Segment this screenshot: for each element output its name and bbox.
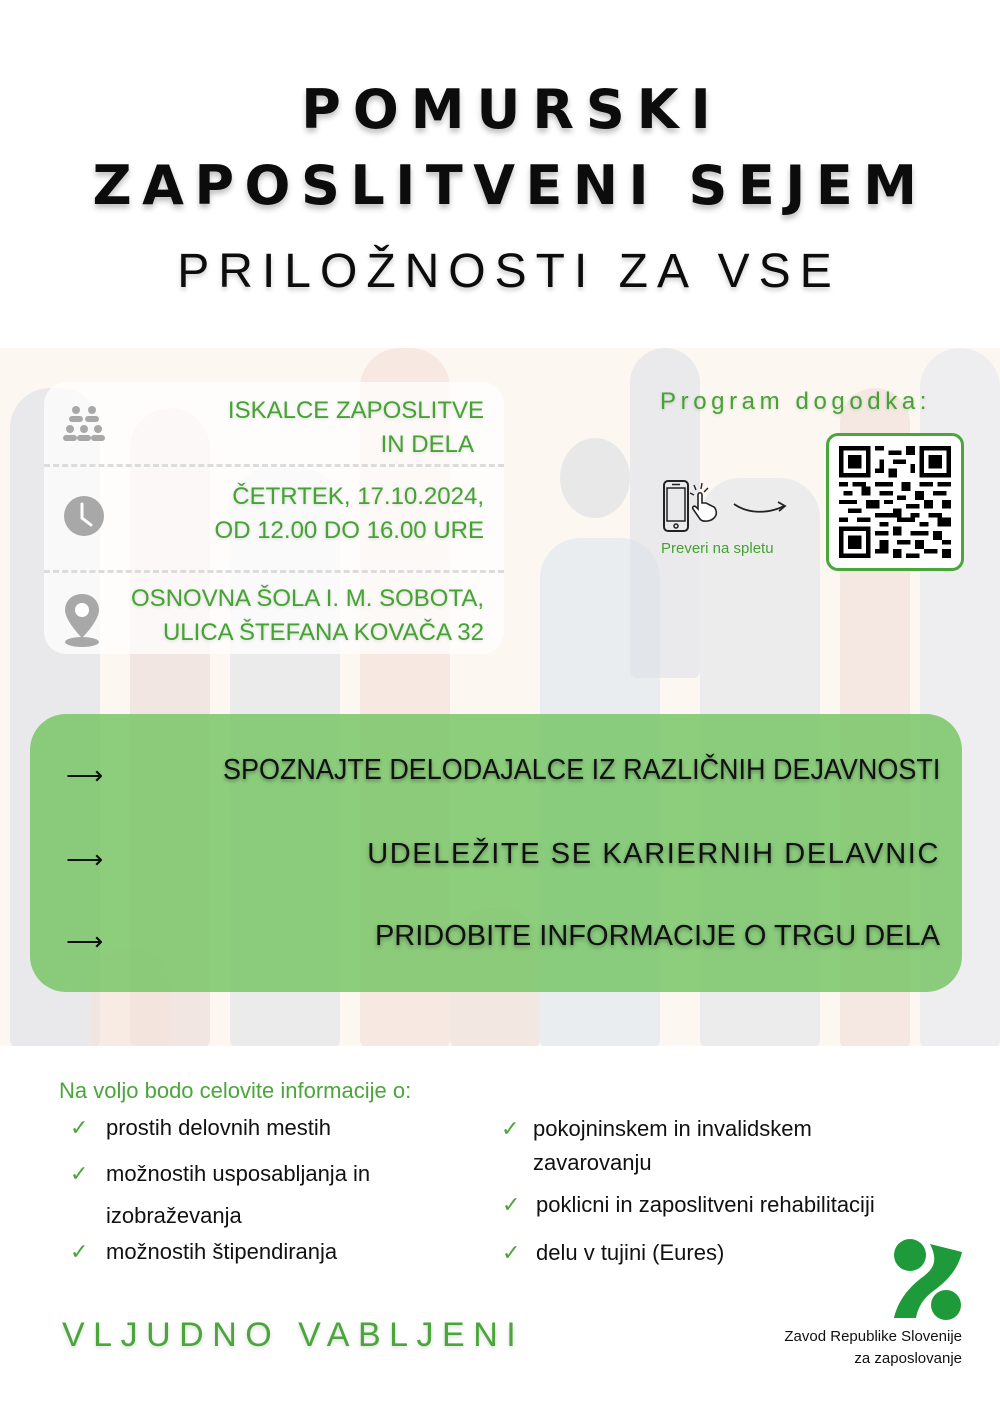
checkmark-icon: ✓ <box>70 1239 89 1264</box>
checkmark-icon: ✓ <box>501 1116 520 1141</box>
organization-name: Zavod Republike Slovenije za zaposlovanje <box>784 1328 962 1367</box>
checkmark-icon: ✓ <box>502 1240 521 1265</box>
arrow-right-icon: ⟶ <box>66 926 104 956</box>
highlight-text: UDELEŽITE SE KARIERNIH DELAVNIC <box>367 838 940 870</box>
audience-line-2: IN DELA <box>380 431 474 458</box>
list-item: ✓ pokojninskem in invalidskem zavarovanju <box>533 1112 812 1180</box>
dashed-divider <box>44 570 504 573</box>
date-line: ČETRTEK, 17.10.2024, <box>232 483 484 510</box>
list-item: ✓ možnostih usposabljanja in izobraževanja <box>106 1153 370 1237</box>
location-line-2: ULICA ŠTEFANA KOVAČA 32 <box>162 619 484 646</box>
list-item: ✓ delu v tujini (Eures) <box>536 1236 724 1270</box>
check-online-hint: Preveri na spletu <box>661 540 774 557</box>
title-line-2: ZAPOSLITVENI SEJEM <box>92 154 928 217</box>
arrow-right-icon: ⟶ <box>66 760 104 790</box>
location-pin-icon <box>62 592 102 648</box>
zrsz-logo-icon <box>892 1238 964 1322</box>
subtitle: PRILOŽNOSTI ZA VSE <box>177 245 841 298</box>
title-line-1: POMURSKI <box>301 78 723 141</box>
checkmark-icon: ✓ <box>70 1161 89 1186</box>
clock-icon <box>62 494 106 538</box>
highlight-item <box>30 920 962 960</box>
datetime-row <box>44 478 504 564</box>
location-line-1: OSNOVNA ŠOLA I. M. SOBOTA, <box>131 585 484 612</box>
audience-row <box>44 390 504 466</box>
checkmark-icon: ✓ <box>70 1115 89 1140</box>
welcome-text: VLJUDNO VABLJENI <box>62 1316 525 1354</box>
list-item: ✓ poklicni in zaposlitveni rehabilitaciji <box>536 1188 875 1222</box>
curved-arrow-icon <box>732 496 790 520</box>
list-item: ✓ prostih delovnih mestih <box>106 1111 331 1145</box>
dashed-divider <box>44 464 504 467</box>
highlight-item <box>30 754 962 794</box>
time-line: OD 12.00 DO 16.00 URE <box>214 517 484 544</box>
audience-line-1: ISKALCE ZAPOSLITVE <box>227 397 484 424</box>
program-label: Program dogodka: <box>660 388 932 415</box>
highlight-item <box>30 838 962 878</box>
phone-tap-icon <box>662 479 726 535</box>
qr-code[interactable] <box>826 433 964 571</box>
highlight-text: SPOZNAJTE DELODAJALCE IZ RAZLIČNIH DEJAVNOSTI <box>222 754 940 786</box>
highlight-text: PRIDOBITE INFORMACIJE O TRGU DELA <box>374 920 940 952</box>
header <box>0 0 1000 348</box>
qr-code-icon <box>839 446 951 558</box>
event-info-card <box>44 382 504 654</box>
checkmark-icon: ✓ <box>502 1192 521 1217</box>
highlights-card <box>30 714 962 992</box>
audience-icon <box>62 404 106 448</box>
arrow-right-icon: ⟶ <box>66 844 104 874</box>
location-row <box>44 580 504 654</box>
list-item: ✓ možnostih štipendiranja <box>106 1235 337 1269</box>
info-list-heading: Na voljo bodo celovite informacije o: <box>59 1078 412 1103</box>
